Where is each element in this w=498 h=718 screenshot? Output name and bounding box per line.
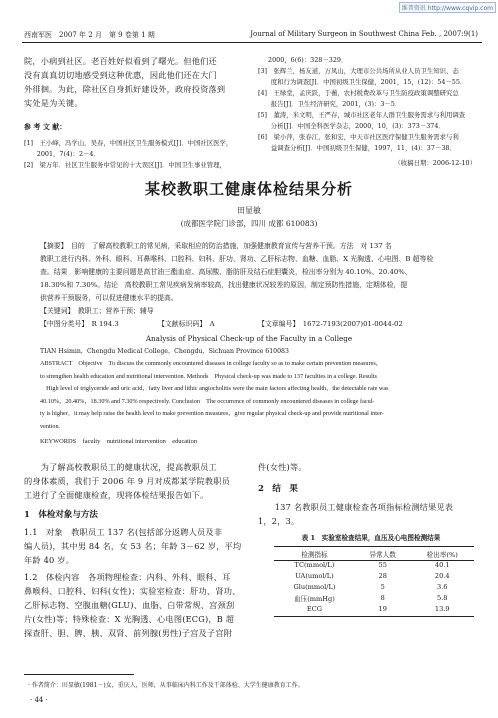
section-heading: 2 结 果 [258, 484, 298, 494]
reference-item: 报告[J]．卫生经济研究，2001，(3)：3－5． [258, 100, 402, 108]
text-line: 鼻喉科、口腔科、妇科(女性)；实验室检查：肝功、肾功、 [24, 586, 241, 596]
table-cell: 40.1 [434, 560, 450, 569]
table-header-row [274, 548, 474, 559]
text-line: 实处是为关键。 [24, 98, 83, 108]
table-cell: 8 [380, 593, 385, 602]
reference-item: [5] 董涛，米文明，王严存，城市社区老年人群卫生服务需求与利用调查 [258, 111, 466, 119]
table-cell: TC(mmol/L) [294, 560, 335, 569]
section-1-2 [24, 570, 250, 640]
abstract-cn [40, 240, 480, 305]
table-cell: 3.6 [437, 582, 448, 591]
abstract-line: 教职工进行内科、外科、眼科、耳鼻喉科、口腔科、妇科、肝功、肾功、乙肝标志物、血糖、血脂、X 光胸透、心电图、B 超等检 [40, 255, 434, 263]
reference-item: [3] 张辉兰，杨友道，万凤山，大理市公共场所从业人员卫生知识、态 [258, 67, 459, 75]
table-cell: 5 [380, 582, 385, 591]
journal-header-left: 西南军医 2007 年 2 月 第 9 卷第 1 期 [24, 31, 155, 39]
table-top-rule [274, 546, 474, 547]
reference-item: 分析[J]．中国全科医学杂志，2000，10，(3)：373－374． [258, 122, 445, 130]
text-line: 年龄 40 岁。 [24, 555, 74, 565]
abstract-line: 18.30%和 7.30%。结论 高校教职工常见疾病发病率较高，找出健康状况较差的原因，制定预防性措施，定期体检，提 [40, 281, 408, 289]
text-line: 院，小病到社区。老百姓好似看到了曙光。但他们还 [24, 56, 217, 66]
continued-text: 件(女性)等。 [258, 462, 307, 472]
reference-item: 益调查分析[J]．中国初级卫生保健，1997，11，(4)：37－38． [258, 144, 456, 152]
reference-item: [4] 王绿堂，孟庆跃，于蘅，农村税费改革与卫生防疫政策调整研究总 [258, 89, 459, 97]
table-cell: 55 [378, 560, 387, 569]
reference-item: [2] 梁万年．社区卫生服务中常见的十大误区[J]．中国卫生事业管理， [24, 161, 226, 169]
table-caption: 表 1 实验室检查结果，血压及心电图检测结果 [301, 534, 441, 542]
table-bottom-rule [274, 616, 474, 617]
journal-header-right: Journal of Military Surgeon in Southwest China Feb. , 2007:9(1) [250, 30, 478, 38]
author-footnote: · 作者简介：田显敏(1981－)女，重庆人，医师，从事临床内科工作及干部体检、大学生健康教育工作。 [28, 682, 304, 689]
text-line: 为了解高校教职员工的健康状况，提高教职员工 [24, 462, 217, 472]
watermark[interactable]: 维普资讯 http://www.cqvip.com [399, 2, 496, 13]
author-affiliation: (成都医学院门诊部，四川 成都 610083) [180, 219, 318, 228]
text-line: 没有真真切切地感受到这种优惠，因此他们还在大门 [24, 70, 217, 80]
english-author: TIAN Hsimin，Chengdu Medical College，Chengdu，Sichuan Province 610083 [40, 348, 289, 355]
abstract-en-line: vention. [40, 422, 61, 430]
table-cell: 19 [378, 604, 387, 613]
table-header-cell: 检测指标 [301, 550, 328, 559]
abstract-en-line: to strengthen health education and nutritional intervention. Methods Physical check-up was made to 137 faculties in a college. Results [40, 372, 377, 380]
reference-item: [6] 梁小萍，张春江，张和宏，中天市社区医疗保健卫生服务需求与利 [258, 133, 459, 141]
table-row [274, 592, 474, 603]
text-line: 1，2，3。 [258, 516, 300, 526]
abstract-en-line: 40.10%，20.40%，18.30% and 7.30% respectively. Conclusion The occurrence of commonly encountered diseases in college facul- [40, 397, 375, 405]
abstract-en-line: High level of triglyceride and uric acid，fatty liver and lithic angiocholitis were the main factors affecting health，the detectable rate was [40, 385, 389, 392]
table-cell: 血压(mmHg) [294, 594, 335, 603]
page-number: · 44 · [30, 696, 48, 704]
header-rule [22, 42, 482, 43]
table-cell: UA(umol/L) [295, 571, 334, 580]
text-line: 137 名教职员工健康检查各项指标检测结果见表 [258, 502, 454, 512]
text-line: 工进行了全面健康检查，现将体检结果报告如下。 [24, 490, 209, 500]
references-heading: 参 考 文 献： [24, 122, 67, 131]
table-row [274, 581, 474, 592]
text-line: 外徘徊。为此，除社区自身抓好建设外，政府投资落到 [24, 84, 226, 94]
table-cell: ECG [306, 604, 322, 613]
reference-item: 2000，6(6)：328－329． [268, 56, 348, 64]
article-title: 某校教职工健康体检结果分析 [144, 180, 353, 198]
table-cell: 13.9 [434, 604, 450, 613]
article-number: 【文章编号】 1672-7193(2007)01-0044-02 [258, 320, 403, 328]
abstract-line: 供营养干预服务，可以促进健康水平的提高。 [40, 294, 178, 302]
author-name: 田显敏 [237, 206, 261, 215]
classification-number: 【中图分类号】 R 194.3 [40, 320, 119, 328]
table-row [274, 603, 474, 614]
text-line: 探查肝、胆、脾、胰、双肾、前列腺(男性)子宫及子宫附 [24, 628, 233, 638]
table-cell: 20.4 [434, 571, 450, 580]
text-line: 1.1 对象 教职员工 137 名(包括部分返聘人员及非 [24, 527, 223, 537]
table-cell: 5.8 [437, 593, 448, 602]
table-header-cell: 检出率(%) [426, 550, 458, 559]
table-header-rule [274, 560, 474, 561]
keywords-cn: 【关键词】 教职工；营养干预；辅导 [40, 307, 154, 315]
abstract-en [40, 358, 482, 433]
results-text [258, 500, 484, 528]
abstract-line: 查。结果 影响健康的主要问题是高甘油三酯血症、高尿酸、脂肪肝及结石症胆囊炎，检出率分别为 40.10%、20.40%、 [40, 268, 412, 276]
text-line: 1.2 体检内容 各项物理检查：内科、外科、眼科、耳 [24, 572, 231, 582]
top-left-text [24, 54, 252, 110]
text-line: 乙肝标志物、空腹血糖(GLU)、血脂、白带常规、宫颈刮 [24, 600, 235, 610]
document-code: 【文献标识码】 A [158, 320, 215, 328]
text-line: 的身体素质，我们于 2006 年 9 月对成都某学院教职员 [24, 476, 231, 486]
abstract-en-line: ABSTRACT Objective To discuss the commonly encountered diseases in college faculty so as to make certain prevention measures， [40, 360, 382, 367]
keywords-en: KEYWORDS faculty nutritional intervention education [40, 438, 198, 445]
reference-item: [1] 王小峰，冯学山，吴春，中国社区卫生服务模式[J]．中国社区医学， [24, 139, 233, 147]
footnote-rule [24, 674, 134, 675]
table-row [274, 570, 474, 581]
section-1-1 [24, 525, 250, 567]
text-line: 编人员)，其中男 84 名，女 53 名；年龄 3－62 岁，平均 [24, 541, 242, 551]
english-title: Analysis of Physical Check-up of the Faculty in a College [145, 334, 353, 343]
reference-item: 2001，7(4)：2－4． [24, 150, 100, 158]
received-date: （收稿日期：2006-12-10） [394, 159, 476, 167]
results-table [274, 548, 474, 614]
table-header-cell: 异常人数 [369, 550, 396, 559]
abstract-line: 【摘要】 目的 了解高校教职工的常见病，采取相应的防治措施，加强健康教育宣传与营养干预。方法 对 137 名 [40, 242, 392, 250]
section-heading: 1 体检对象与方法 [24, 510, 98, 520]
body-intro [24, 460, 250, 502]
text-line: 片(女性)等；特殊检查：X 光胸透、心电图(ECG)，B 超 [24, 614, 235, 624]
reference-item: 度和行为调查[J]．中国初级卫生保健，2001，15，(12)：54－55． [258, 78, 467, 86]
table-cell: 28 [378, 571, 387, 580]
references-left [24, 138, 252, 171]
abstract-en-line: ty is higher，it may help raise the health level to make prevention measures，give regular physical check-up and provide nutritional inter- [40, 410, 384, 417]
references-right [258, 55, 484, 154]
table-cell: Glu(mmol/L) [293, 582, 336, 591]
